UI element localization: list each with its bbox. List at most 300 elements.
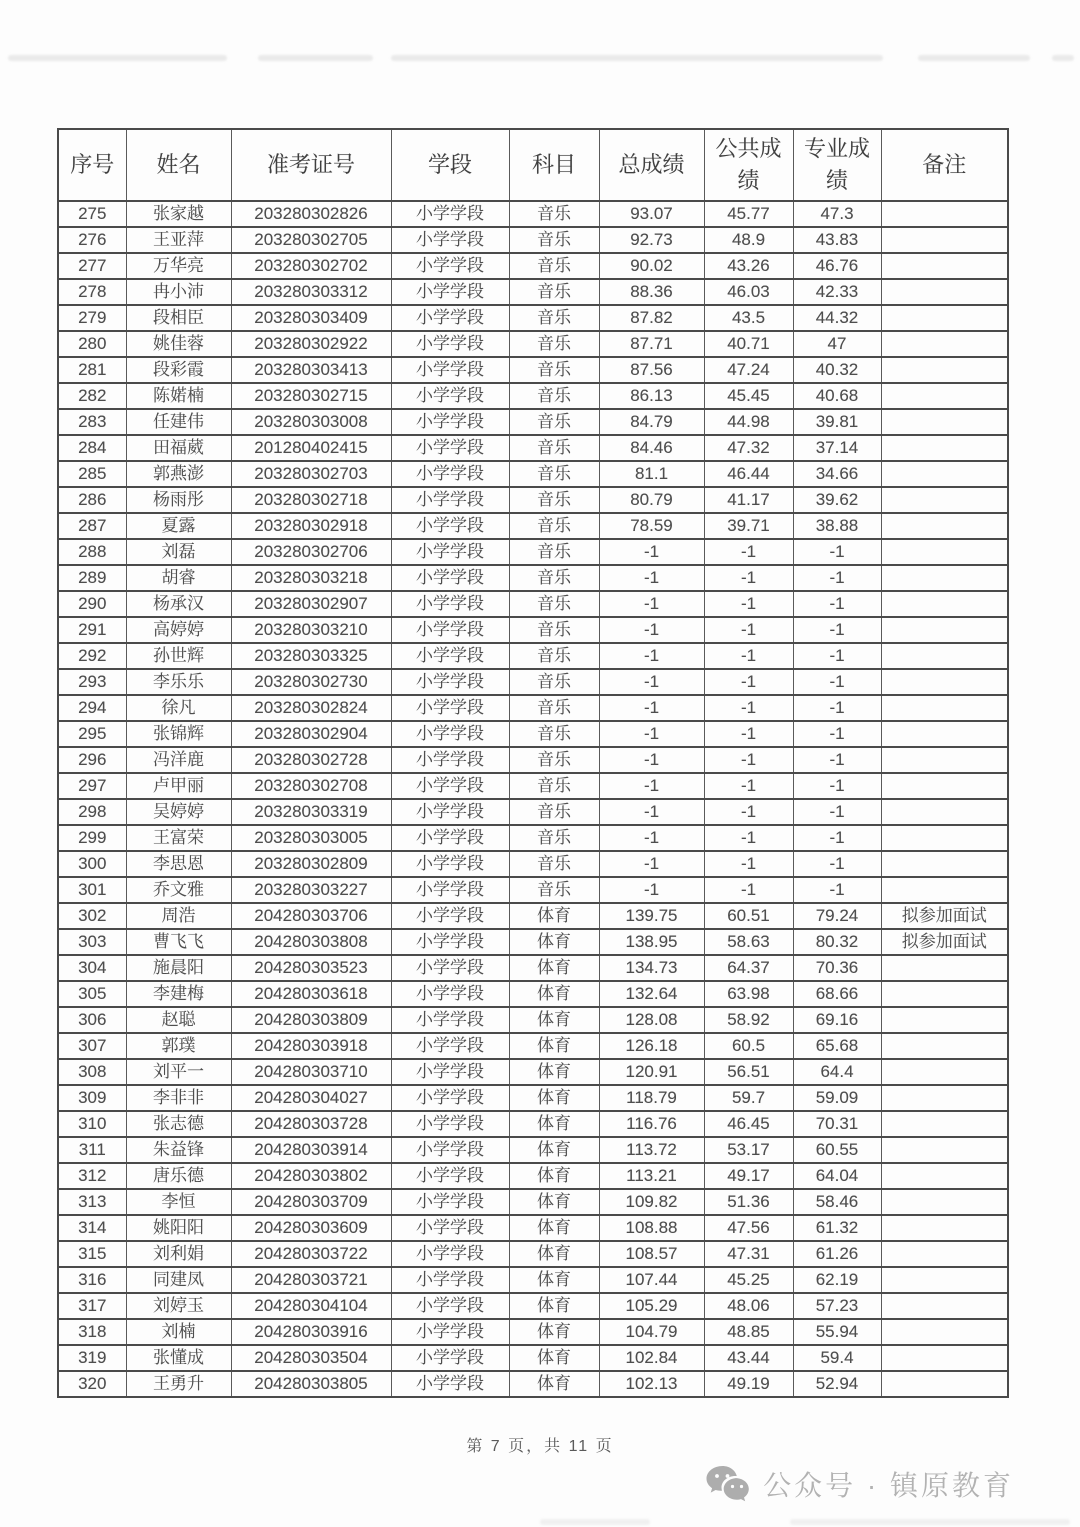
cell-name: 刘利娟 — [126, 1241, 231, 1267]
cell-subject: 体育 — [509, 955, 599, 981]
cell-total-score: 138.95 — [599, 929, 704, 955]
cell-exam-id: 204280303722 — [231, 1241, 391, 1267]
cell-exam-id: 204280303916 — [231, 1319, 391, 1345]
cell-name: 吴婷婷 — [126, 799, 231, 825]
cell-stage: 小学学段 — [391, 591, 509, 617]
cell-stage: 小学学段 — [391, 1345, 509, 1371]
cell-public-score: 43.26 — [704, 253, 793, 279]
cell-exam-id: 203280302705 — [231, 227, 391, 253]
cell-major-score: 57.23 — [793, 1293, 881, 1319]
cell-total-score: 118.79 — [599, 1085, 704, 1111]
cell-major-score: 69.16 — [793, 1007, 881, 1033]
cell-exam-id: 203280302918 — [231, 513, 391, 539]
cell-total-score: 109.82 — [599, 1189, 704, 1215]
cell-stage: 小学学段 — [391, 435, 509, 461]
cell-name: 乔文雅 — [126, 877, 231, 903]
cell-major-score: 62.19 — [793, 1267, 881, 1293]
table-row — [58, 1293, 1008, 1319]
table-row — [58, 1007, 1008, 1033]
scan-artifact-band — [790, 1519, 1070, 1525]
scan-artifact-band — [391, 55, 883, 61]
cell-remark — [881, 773, 1008, 799]
cell-stage: 小学学段 — [391, 981, 509, 1007]
cell-major-score: 38.88 — [793, 513, 881, 539]
cell-public-score: -1 — [704, 669, 793, 695]
cell-exam-id: 204280303609 — [231, 1215, 391, 1241]
cell-subject: 音乐 — [509, 435, 599, 461]
table-row — [58, 305, 1008, 331]
page-footer — [0, 1433, 1080, 1456]
table-row — [58, 851, 1008, 877]
cell-subject: 体育 — [509, 903, 599, 929]
table-row — [58, 825, 1008, 851]
cell-remark — [881, 1319, 1008, 1345]
cell-row-number: 275 — [58, 201, 126, 227]
cell-name: 王勇升 — [126, 1371, 231, 1397]
cell-exam-id: 204280303523 — [231, 955, 391, 981]
column-header-exam-id: 准考证号 — [231, 129, 391, 201]
cell-name: 孙世辉 — [126, 643, 231, 669]
cell-major-score: -1 — [793, 539, 881, 565]
column-header-public-score: 公共成绩 — [704, 129, 793, 201]
cell-remark — [881, 1293, 1008, 1319]
cell-remark — [881, 1241, 1008, 1267]
cell-remark — [881, 747, 1008, 773]
cell-public-score: -1 — [704, 825, 793, 851]
exam-score-table — [57, 128, 1009, 1398]
cell-subject: 音乐 — [509, 851, 599, 877]
cell-subject: 体育 — [509, 1319, 599, 1345]
cell-name: 唐乐德 — [126, 1163, 231, 1189]
cell-public-score: -1 — [704, 539, 793, 565]
cell-stage: 小学学段 — [391, 201, 509, 227]
cell-subject: 体育 — [509, 1111, 599, 1137]
cell-subject: 音乐 — [509, 773, 599, 799]
cell-remark — [881, 305, 1008, 331]
cell-exam-id: 204280303728 — [231, 1111, 391, 1137]
cell-subject: 体育 — [509, 929, 599, 955]
cell-subject: 音乐 — [509, 461, 599, 487]
cell-remark: 拟参加面试 — [881, 929, 1008, 955]
cell-exam-id: 203280302826 — [231, 201, 391, 227]
cell-stage: 小学学段 — [391, 617, 509, 643]
table-row — [58, 461, 1008, 487]
cell-stage: 小学学段 — [391, 1371, 509, 1397]
cell-name: 李恒 — [126, 1189, 231, 1215]
cell-major-score: 61.32 — [793, 1215, 881, 1241]
cell-exam-id: 204280303918 — [231, 1033, 391, 1059]
cell-subject: 音乐 — [509, 565, 599, 591]
cell-remark — [881, 539, 1008, 565]
cell-name: 高婷婷 — [126, 617, 231, 643]
cell-total-score: 108.57 — [599, 1241, 704, 1267]
column-header-row-number: 序号 — [58, 129, 126, 201]
cell-public-score: 47.32 — [704, 435, 793, 461]
cell-remark — [881, 1215, 1008, 1241]
cell-row-number: 308 — [58, 1059, 126, 1085]
cell-exam-id: 203280303227 — [231, 877, 391, 903]
cell-remark — [881, 513, 1008, 539]
cell-major-score: 39.81 — [793, 409, 881, 435]
cell-subject: 体育 — [509, 1007, 599, 1033]
cell-public-score: 44.98 — [704, 409, 793, 435]
table-row — [58, 799, 1008, 825]
cell-exam-id: 203280302730 — [231, 669, 391, 695]
cell-row-number: 279 — [58, 305, 126, 331]
cell-row-number: 293 — [58, 669, 126, 695]
cell-major-score: 42.33 — [793, 279, 881, 305]
cell-major-score: -1 — [793, 591, 881, 617]
cell-total-score: 132.64 — [599, 981, 704, 1007]
cell-name: 刘婷玉 — [126, 1293, 231, 1319]
cell-total-score: 134.73 — [599, 955, 704, 981]
cell-remark — [881, 565, 1008, 591]
cell-row-number: 276 — [58, 227, 126, 253]
cell-row-number: 280 — [58, 331, 126, 357]
cell-name: 郭燕澎 — [126, 461, 231, 487]
cell-exam-id: 203280303005 — [231, 825, 391, 851]
cell-remark — [881, 1007, 1008, 1033]
cell-row-number: 311 — [58, 1137, 126, 1163]
cell-subject: 体育 — [509, 1215, 599, 1241]
cell-subject: 音乐 — [509, 877, 599, 903]
cell-total-score: -1 — [599, 851, 704, 877]
cell-remark — [881, 851, 1008, 877]
cell-public-score: -1 — [704, 565, 793, 591]
cell-stage: 小学学段 — [391, 279, 509, 305]
cell-subject: 体育 — [509, 1137, 599, 1163]
column-header-total-score: 总成绩 — [599, 129, 704, 201]
cell-stage: 小学学段 — [391, 1111, 509, 1137]
cell-subject: 音乐 — [509, 617, 599, 643]
cell-row-number: 294 — [58, 695, 126, 721]
cell-public-score: 64.37 — [704, 955, 793, 981]
cell-major-score: -1 — [793, 669, 881, 695]
cell-public-score: 45.77 — [704, 201, 793, 227]
cell-row-number: 296 — [58, 747, 126, 773]
cell-row-number: 283 — [58, 409, 126, 435]
cell-subject: 体育 — [509, 1033, 599, 1059]
cell-row-number: 314 — [58, 1215, 126, 1241]
cell-total-score: 104.79 — [599, 1319, 704, 1345]
cell-exam-id: 204280303721 — [231, 1267, 391, 1293]
cell-row-number: 310 — [58, 1111, 126, 1137]
cell-name: 李非非 — [126, 1085, 231, 1111]
table-row — [58, 1345, 1008, 1371]
cell-stage: 小学学段 — [391, 773, 509, 799]
cell-exam-id: 203280302809 — [231, 851, 391, 877]
cell-total-score: 88.36 — [599, 279, 704, 305]
cell-row-number: 289 — [58, 565, 126, 591]
cell-total-score: -1 — [599, 539, 704, 565]
table-row — [58, 721, 1008, 747]
cell-major-score: 58.46 — [793, 1189, 881, 1215]
cell-row-number: 292 — [58, 643, 126, 669]
cell-exam-id: 204280303709 — [231, 1189, 391, 1215]
cell-remark — [881, 227, 1008, 253]
cell-name: 杨雨彤 — [126, 487, 231, 513]
cell-row-number: 303 — [58, 929, 126, 955]
cell-total-score: 113.72 — [599, 1137, 704, 1163]
cell-public-score: -1 — [704, 747, 793, 773]
cell-stage: 小学学段 — [391, 929, 509, 955]
cell-public-score: 46.44 — [704, 461, 793, 487]
cell-public-score: -1 — [704, 851, 793, 877]
cell-exam-id: 203280303312 — [231, 279, 391, 305]
cell-subject: 音乐 — [509, 721, 599, 747]
cell-exam-id: 204280303914 — [231, 1137, 391, 1163]
cell-remark — [881, 1085, 1008, 1111]
table-row — [58, 591, 1008, 617]
table-row — [58, 383, 1008, 409]
table-row — [58, 695, 1008, 721]
cell-subject: 体育 — [509, 1371, 599, 1397]
cell-name: 姚阳阳 — [126, 1215, 231, 1241]
table-row — [58, 929, 1008, 955]
cell-exam-id: 204280303504 — [231, 1345, 391, 1371]
table-row — [58, 1241, 1008, 1267]
cell-remark — [881, 981, 1008, 1007]
cell-major-score: -1 — [793, 747, 881, 773]
cell-stage: 小学学段 — [391, 357, 509, 383]
cell-public-score: 58.63 — [704, 929, 793, 955]
cell-stage: 小学学段 — [391, 669, 509, 695]
cell-name: 王亚萍 — [126, 227, 231, 253]
cell-name: 冯洋鹿 — [126, 747, 231, 773]
cell-remark — [881, 1267, 1008, 1293]
wechat-icon — [705, 1464, 751, 1504]
table-row — [58, 1163, 1008, 1189]
table-header-row — [58, 129, 1008, 201]
cell-public-score: 49.19 — [704, 1371, 793, 1397]
cell-public-score: 48.06 — [704, 1293, 793, 1319]
cell-total-score: -1 — [599, 747, 704, 773]
cell-stage: 小学学段 — [391, 1215, 509, 1241]
cell-public-score: 47.31 — [704, 1241, 793, 1267]
cell-subject: 音乐 — [509, 695, 599, 721]
cell-row-number: 297 — [58, 773, 126, 799]
cell-major-score: 65.68 — [793, 1033, 881, 1059]
cell-major-score: 43.83 — [793, 227, 881, 253]
cell-remark — [881, 1111, 1008, 1137]
cell-stage: 小学学段 — [391, 695, 509, 721]
cell-name: 张志德 — [126, 1111, 231, 1137]
cell-major-score: 60.55 — [793, 1137, 881, 1163]
table-row — [58, 1319, 1008, 1345]
cell-major-score: 52.94 — [793, 1371, 881, 1397]
cell-row-number: 302 — [58, 903, 126, 929]
cell-remark: 拟参加面试 — [881, 903, 1008, 929]
cell-major-score: -1 — [793, 877, 881, 903]
cell-subject: 体育 — [509, 1345, 599, 1371]
cell-name: 李建梅 — [126, 981, 231, 1007]
table-row — [58, 279, 1008, 305]
cell-remark — [881, 435, 1008, 461]
table-row — [58, 1215, 1008, 1241]
cell-row-number: 318 — [58, 1319, 126, 1345]
cell-name: 张锦辉 — [126, 721, 231, 747]
table-row — [58, 331, 1008, 357]
cell-row-number: 277 — [58, 253, 126, 279]
cell-subject: 音乐 — [509, 539, 599, 565]
cell-exam-id: 203280302715 — [231, 383, 391, 409]
cell-public-score: -1 — [704, 617, 793, 643]
cell-exam-id: 203280302708 — [231, 773, 391, 799]
column-header-subject: 科目 — [509, 129, 599, 201]
cell-subject: 音乐 — [509, 305, 599, 331]
cell-row-number: 300 — [58, 851, 126, 877]
cell-remark — [881, 617, 1008, 643]
cell-name: 李乐乐 — [126, 669, 231, 695]
cell-public-score: 45.45 — [704, 383, 793, 409]
cell-remark — [881, 331, 1008, 357]
cell-exam-id: 204280303802 — [231, 1163, 391, 1189]
table-row — [58, 877, 1008, 903]
cell-row-number: 285 — [58, 461, 126, 487]
cell-public-score: 60.5 — [704, 1033, 793, 1059]
cell-subject: 音乐 — [509, 825, 599, 851]
cell-name: 田福葳 — [126, 435, 231, 461]
cell-subject: 音乐 — [509, 487, 599, 513]
cell-row-number: 278 — [58, 279, 126, 305]
cell-remark — [881, 357, 1008, 383]
cell-exam-id: 203280302824 — [231, 695, 391, 721]
cell-row-number: 282 — [58, 383, 126, 409]
cell-row-number: 319 — [58, 1345, 126, 1371]
cell-remark — [881, 825, 1008, 851]
cell-major-score: -1 — [793, 695, 881, 721]
cell-stage: 小学学段 — [391, 487, 509, 513]
cell-name: 陈婼楠 — [126, 383, 231, 409]
cell-public-score: -1 — [704, 877, 793, 903]
cell-total-score: -1 — [599, 617, 704, 643]
cell-row-number: 313 — [58, 1189, 126, 1215]
cell-name: 段彩霞 — [126, 357, 231, 383]
cell-remark — [881, 1189, 1008, 1215]
cell-public-score: -1 — [704, 591, 793, 617]
column-header-major-score: 专业成绩 — [793, 129, 881, 201]
cell-total-score: -1 — [599, 565, 704, 591]
cell-total-score: 120.91 — [599, 1059, 704, 1085]
cell-name: 李思恩 — [126, 851, 231, 877]
cell-remark — [881, 383, 1008, 409]
cell-name: 杨承汉 — [126, 591, 231, 617]
table-row — [58, 201, 1008, 227]
cell-public-score: -1 — [704, 721, 793, 747]
cell-remark — [881, 253, 1008, 279]
cell-row-number: 299 — [58, 825, 126, 851]
cell-row-number: 291 — [58, 617, 126, 643]
cell-row-number: 312 — [58, 1163, 126, 1189]
cell-name: 万华亮 — [126, 253, 231, 279]
cell-row-number: 287 — [58, 513, 126, 539]
table-row — [58, 487, 1008, 513]
cell-total-score: 87.56 — [599, 357, 704, 383]
cell-row-number: 284 — [58, 435, 126, 461]
cell-major-score: 47 — [793, 331, 881, 357]
cell-row-number: 320 — [58, 1371, 126, 1397]
cell-stage: 小学学段 — [391, 1267, 509, 1293]
cell-exam-id: 204280304104 — [231, 1293, 391, 1319]
cell-major-score: -1 — [793, 617, 881, 643]
cell-major-score: -1 — [793, 851, 881, 877]
cell-public-score: 53.17 — [704, 1137, 793, 1163]
cell-row-number: 286 — [58, 487, 126, 513]
cell-name: 姚佳蓉 — [126, 331, 231, 357]
cell-subject: 音乐 — [509, 409, 599, 435]
cell-major-score: 64.4 — [793, 1059, 881, 1085]
cell-total-score: -1 — [599, 669, 704, 695]
cell-remark — [881, 721, 1008, 747]
cell-subject: 音乐 — [509, 279, 599, 305]
column-header-name: 姓名 — [126, 129, 231, 201]
cell-subject: 音乐 — [509, 799, 599, 825]
cell-row-number: 306 — [58, 1007, 126, 1033]
cell-row-number: 315 — [58, 1241, 126, 1267]
cell-major-score: 61.26 — [793, 1241, 881, 1267]
cell-exam-id: 204280303710 — [231, 1059, 391, 1085]
cell-exam-id: 204280303805 — [231, 1371, 391, 1397]
cell-public-score: 46.03 — [704, 279, 793, 305]
watermark-text: 公众号 · 镇原教育 — [763, 1470, 1014, 1501]
cell-total-score: -1 — [599, 773, 704, 799]
cell-stage: 小学学段 — [391, 1241, 509, 1267]
scan-artifact-band — [8, 55, 227, 61]
cell-major-score: 46.76 — [793, 253, 881, 279]
cell-stage: 小学学段 — [391, 955, 509, 981]
cell-exam-id: 203280302718 — [231, 487, 391, 513]
cell-stage: 小学学段 — [391, 461, 509, 487]
cell-total-score: -1 — [599, 825, 704, 851]
cell-remark — [881, 487, 1008, 513]
cell-major-score: 40.68 — [793, 383, 881, 409]
cell-public-score: 63.98 — [704, 981, 793, 1007]
cell-stage: 小学学段 — [391, 305, 509, 331]
cell-total-score: 93.07 — [599, 201, 704, 227]
cell-stage: 小学学段 — [391, 851, 509, 877]
cell-name: 段相臣 — [126, 305, 231, 331]
cell-total-score: -1 — [599, 643, 704, 669]
cell-total-score: -1 — [599, 799, 704, 825]
cell-row-number: 288 — [58, 539, 126, 565]
cell-stage: 小学学段 — [391, 721, 509, 747]
cell-name: 张家越 — [126, 201, 231, 227]
cell-row-number: 301 — [58, 877, 126, 903]
cell-stage: 小学学段 — [391, 565, 509, 591]
table-row — [58, 1137, 1008, 1163]
cell-exam-id: 203280302904 — [231, 721, 391, 747]
cell-public-score: 47.24 — [704, 357, 793, 383]
cell-exam-id: 203280302706 — [231, 539, 391, 565]
cell-major-score: -1 — [793, 721, 881, 747]
cell-total-score: 81.1 — [599, 461, 704, 487]
cell-subject: 音乐 — [509, 227, 599, 253]
cell-subject: 体育 — [509, 1293, 599, 1319]
cell-stage: 小学学段 — [391, 253, 509, 279]
cell-total-score: 90.02 — [599, 253, 704, 279]
column-header-remark: 备注 — [881, 129, 1008, 201]
cell-exam-id: 204280304027 — [231, 1085, 391, 1111]
table-row — [58, 513, 1008, 539]
cell-exam-id: 203280303319 — [231, 799, 391, 825]
cell-total-score: -1 — [599, 721, 704, 747]
cell-total-score: 87.82 — [599, 305, 704, 331]
cell-remark — [881, 1163, 1008, 1189]
cell-name: 胡睿 — [126, 565, 231, 591]
cell-name: 周浩 — [126, 903, 231, 929]
cell-name: 赵聪 — [126, 1007, 231, 1033]
cell-remark — [881, 591, 1008, 617]
